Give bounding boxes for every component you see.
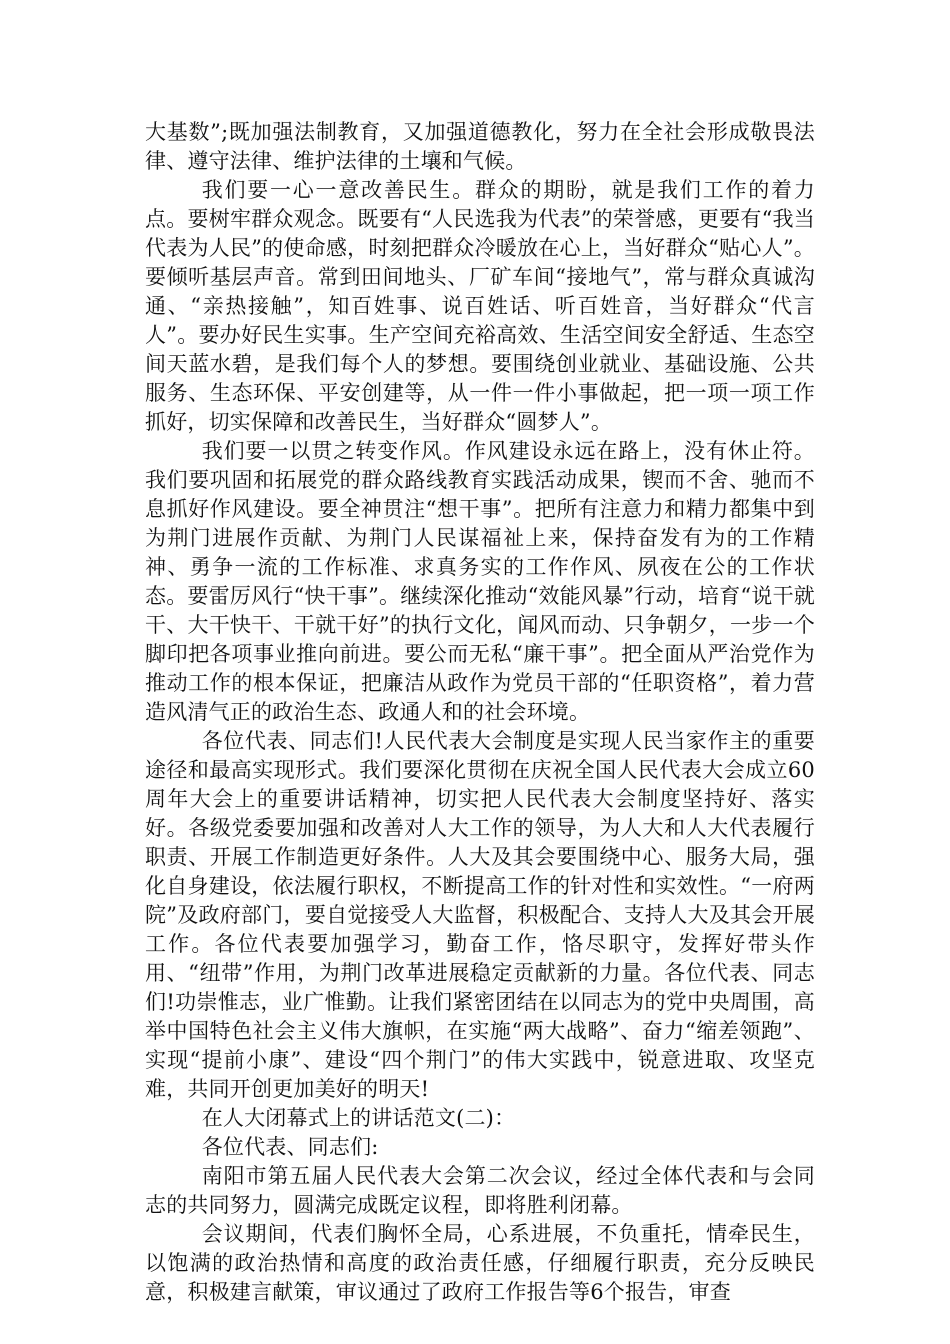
paragraph-1: 大基数”;既加强法制教育，又加强道德教化，努力在全社会形成敬畏法律、遵守法律、维护法律的土壤和气候。	[145, 120, 815, 173]
section-heading: 在人大闭幕式上的讲话范文(二)：	[201, 1106, 516, 1130]
paragraph-8: 会议期间，代表们胸怀全局，心系进展，不负重托，情牵民生，以饱满的政治热情和高度的政治责任感，仔细履行职责，充分反映民意，积极建言献策，审议通过了政府工作报告等6个报告，审查	[145, 1222, 815, 1304]
paragraph-2: 我们要一心一意改善民生。群众的期盼，就是我们工作的着力点。要树牢群众观念。既要有“人民选我为代表”的荣誉感，更要有“我当代表为人民”的使命感，时刻把群众冷暖放在心上，当好群众“贴心人”。要倾听基层声音。常到田间地头、厂矿车间“接地气”，常与群众真诚沟通、“亲热接触”，知百姓事、说百姓话、听百姓音，当好群众“代言人”。要办好民生实事。生产空间充裕高效、生活空间安全舒适、生态空间天蓝水碧，是我们每个人的梦想。要围绕创业就业、基础设施、公共服务、生态环保、平安创建等，从一件一件小事做起，把一项一项工作抓好，切实保障和改善民生，当好群众“圆梦人”。	[145, 178, 815, 434]
paragraph-3: 我们要一以贯之转变作风。作风建设永远在路上，没有休止符。我们要巩固和拓展党的群众路线教育实践活动成果，锲而不舍、驰而不息抓好作风建设。要全神贯注“想干事”。把所有注意力和精力都集中到为荆门进展作贡献、为荆门人民谋福祉上来，保持奋发有为的工作精神、勇争一流的工作标准、求真务实的工作作风、夙夜在公的工作状态。要雷厉风行“快干事”。继续深化推动“效能风暴”行动，培育“说干就干、大干快干、干就干好”的执行文化，闻风而动、只争朝夕，一步一个脚印把各项事业推向前进。要公而无私“廉干事”。把全面从严治党作为推动工作的根本保证，把廉洁从政作为党员干部的“任职资格”，着力营造风清气正的政治生态、政通人和的社会环境。	[145, 439, 815, 724]
salutation: 各位代表、同志们:	[201, 1135, 379, 1159]
paragraph-4: 各位代表、同志们!人民代表大会制度是实现人民当家作主的重要途径和最高实现形式。我们要深化贯彻在庆祝全国人民代表大会成立60周年大会上的重要讲话精神，切实把人民代表大会制度坚持好、落实好。各级党委要加强和改善对人大工作的领导，为人大和人大代表履行职责、开展工作制造更好条件。人大及其会要围绕中心、服务大局，强化自身建设，依法履行职权，不断提高工作的针对性和实效性。“一府两院”及政府部门，要自觉接受人大监督，积极配合、支持人大及其会开展工作。各位代表要加强学习，勤奋工作，恪尽职守，发挥好带头作用、“纽带”作用，为荆门改革进展稳定贡献新的力量。各位代表、同志们!功崇惟志，业广惟勤。让我们紧密团结在以同志为的党中央周围，高举中国特色社会主义伟大旗帜，在实施“两大战略”、奋力“缩差领跑”、实现“提前小康”、建设“四个荆门”的伟大实践中，锐意进取、攻坚克难，共同开创更加美好的明天!	[145, 729, 815, 1101]
document-body	[145, 118, 815, 1307]
paragraph-7: 南阳市第五届人民代表大会第二次会议，经过全体代表和与会同志的共同努力，圆满完成既定议程，即将胜利闭幕。	[145, 1164, 815, 1217]
